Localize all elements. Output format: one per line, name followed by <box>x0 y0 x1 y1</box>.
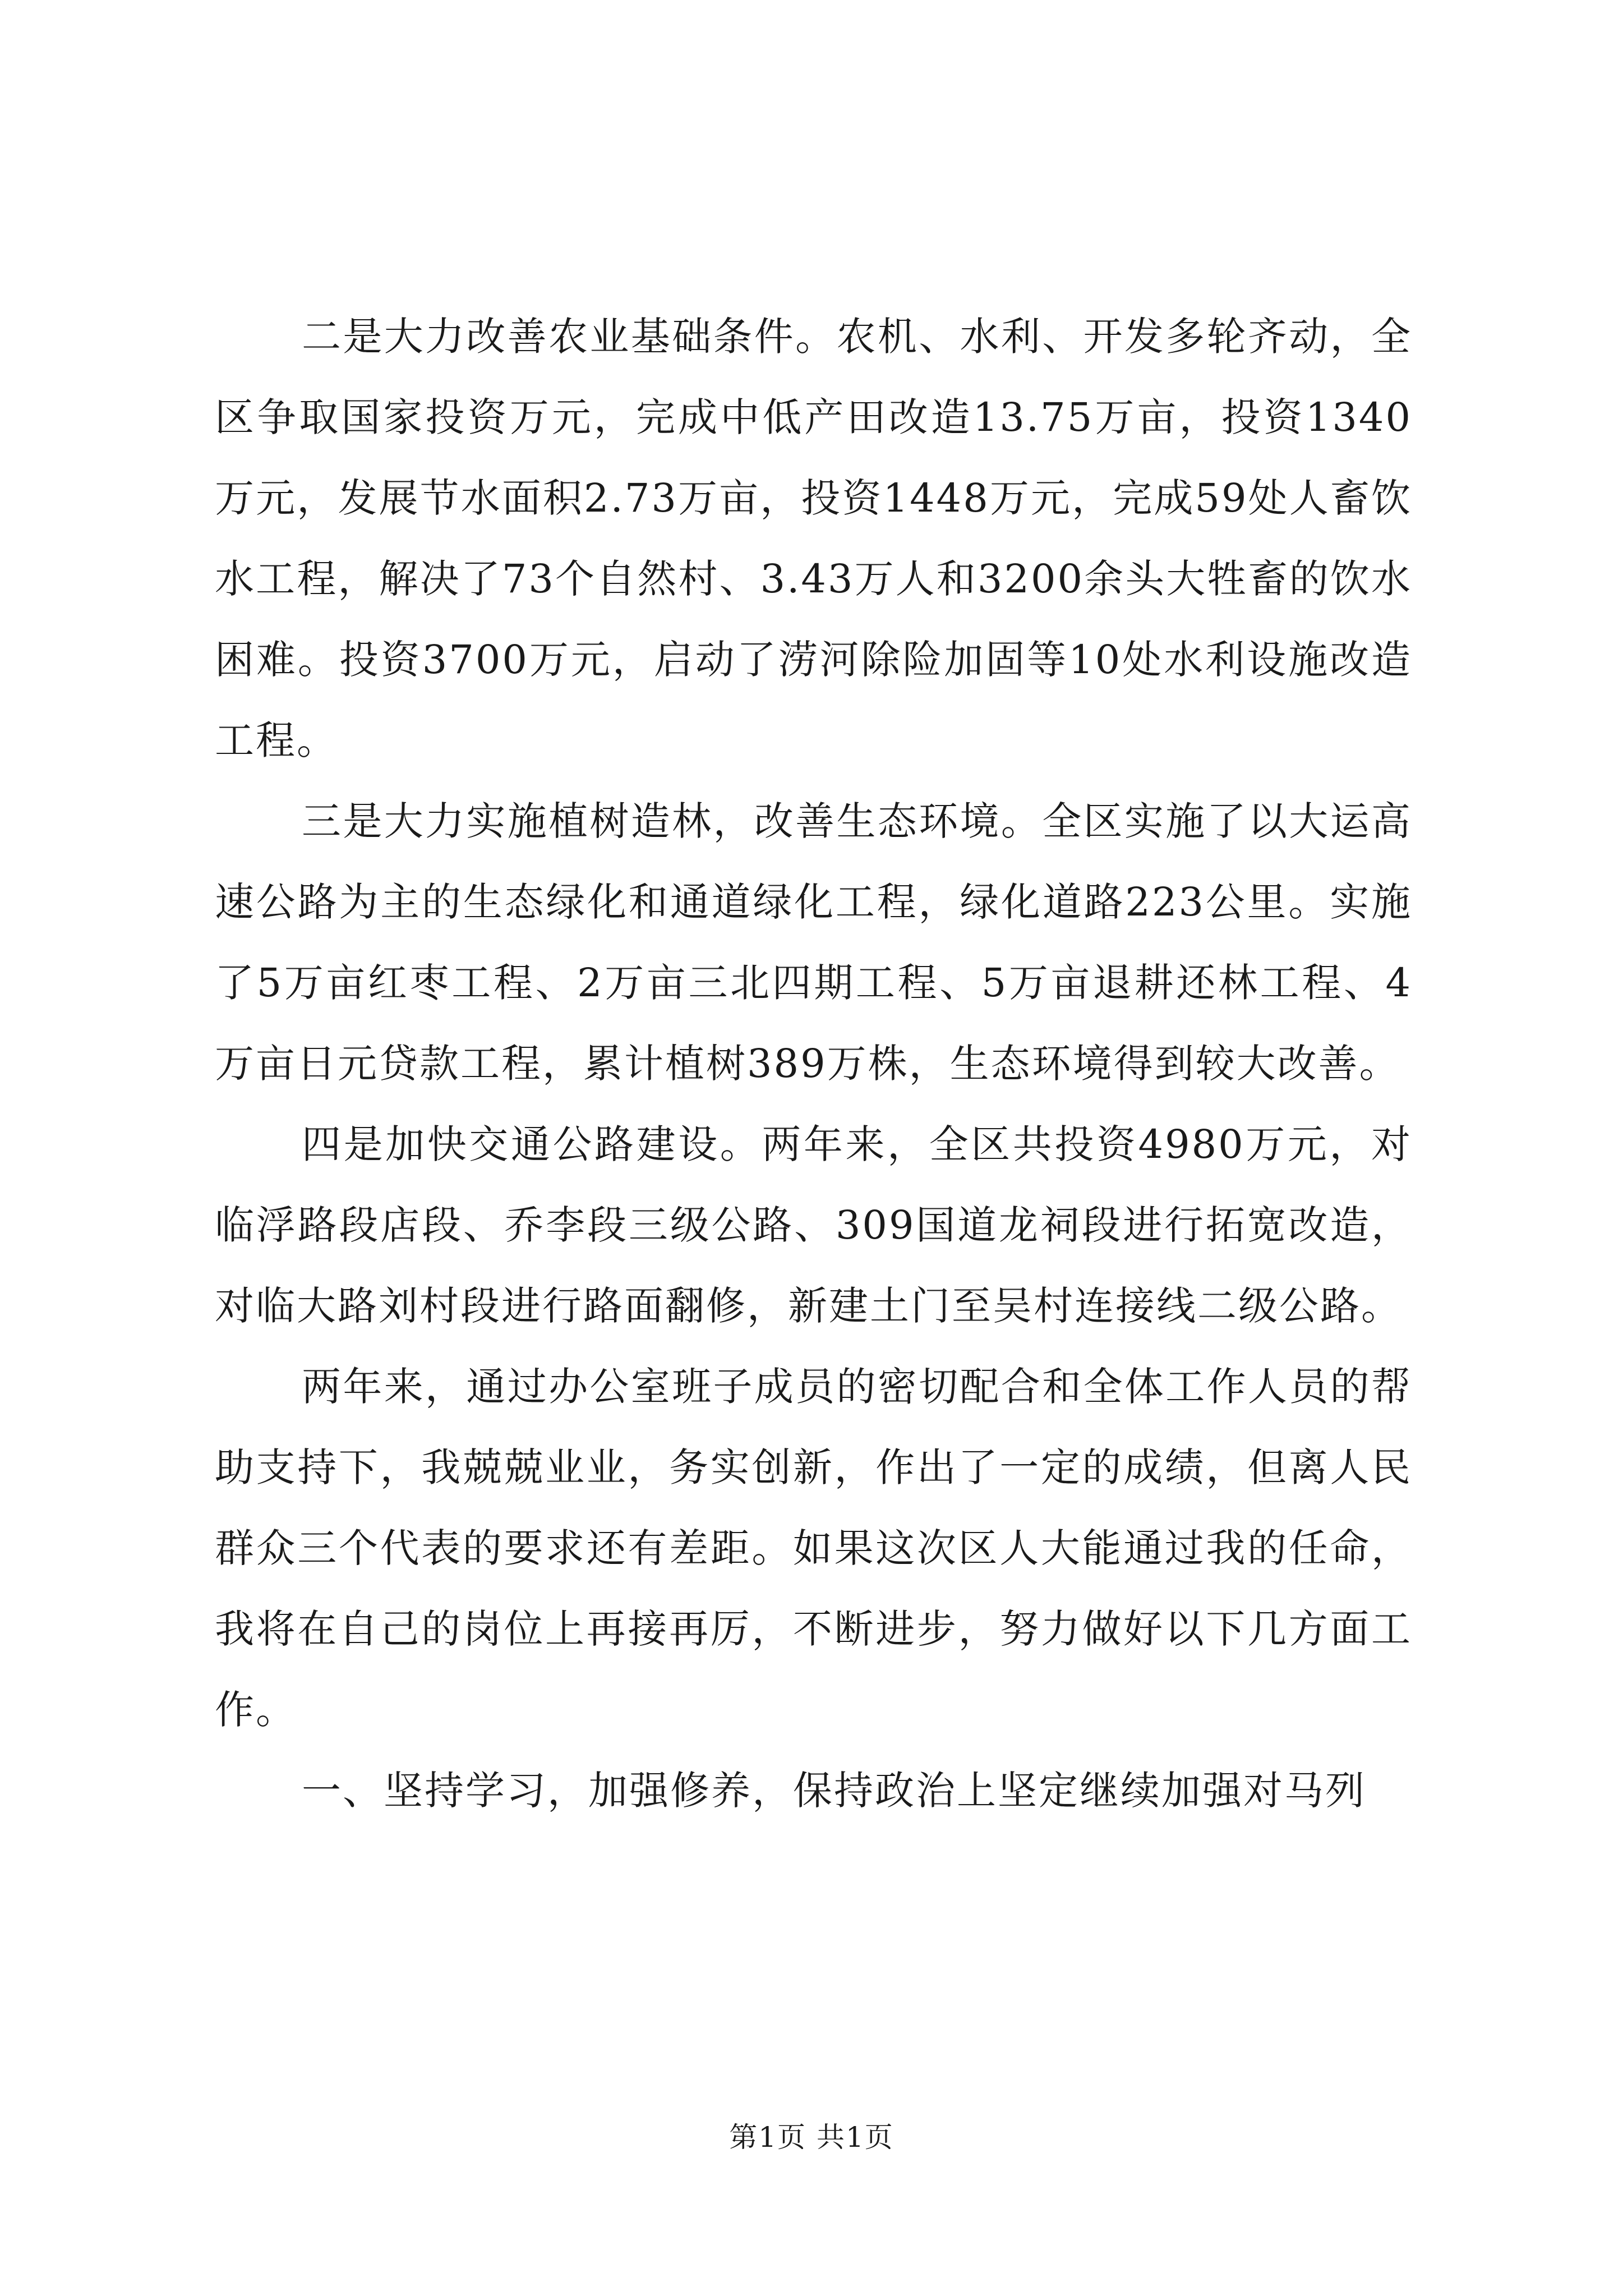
paragraph-road-construction: 四是加快交通公路建设。两年来，全区共投资4980万元，对临浮路段店段、乔李段三级公路、309国道龙祠段进行拓宽改造，对临大路刘村段进行路面翻修，新建土门至吴村连接线二级公路。 <box>215 1121 1412 1329</box>
paragraph-afforestation: 三是大力实施植树造林，改善生态环境。全区实施了以大运高速公路为主的生态绿化和通道绿化工程，绿化道路223公里。实施了5万亩红枣工程、2万亩三北四期工程、5万亩退耕还林工程、4万亩日元贷款工程，累计植树389万株，生态环境得到较大改善。 <box>215 798 1412 1087</box>
paragraph-two-year-summary: 两年来，通过办公室班子成员的密切配合和全体工作人员的帮助支持下，我兢兢业业，务实创新，作出了一定的成绩，但离人民群众三个代表的要求还有差距。如果这次区人大能通过我的任命，我将在自己的岗位上再接再厉，不断进步，努力做好以下几方面工作。 <box>215 1364 1412 1733</box>
page-number-footer: 第1页 共1页 <box>729 2121 894 2154</box>
paragraph-study-commitment: 一、坚持学习，加强修养，保持政治上坚定继续加强对马列 <box>302 1768 1366 1814</box>
paragraph-agriculture-infrastructure: 二是大力改善农业基础条件。农机、水利、开发多轮齐动，全区争取国家投资万元，完成中低产田改造13.75万亩，投资1340万元，发展节水面积2.73万亩，投资1448万元，完成59处人畜饮水工程，解决了73个自然村、3.43万人和3200余头大牲畜的饮水困难。投资3700万元，启动了涝河除险加固等10处水利设施改造工程。 <box>215 314 1412 763</box>
document-body <box>215 296 1412 1831</box>
